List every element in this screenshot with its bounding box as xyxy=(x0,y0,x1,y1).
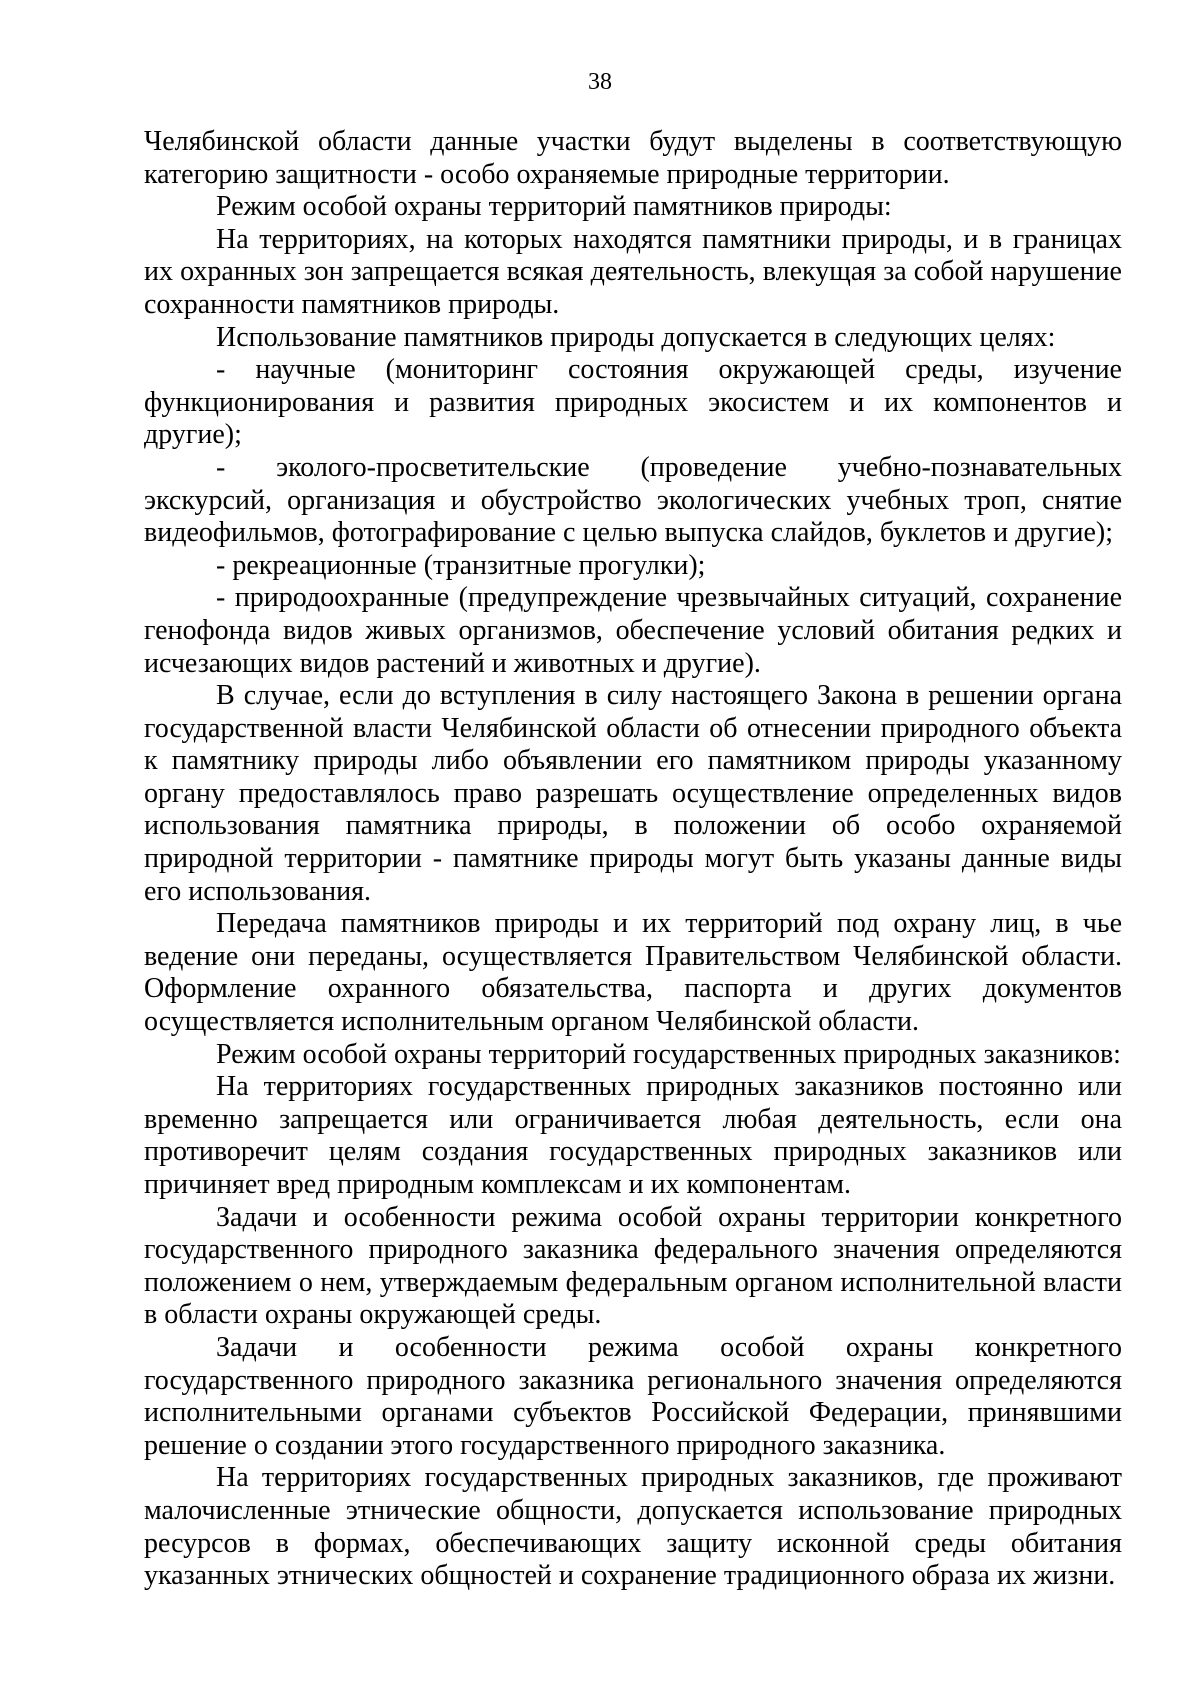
list-item-environmental-protection: - природоохранные (предупреждение чрезвычайных ситуаций, сохранение генофонда видов живых организмов, обеспечение условий обитания редких и исчезающих видов растений и животных и другие). xyxy=(144,582,1122,679)
paragraph-prior-decisions: В случае, если до вступления в силу настоящего Закона в решении органа государственной власти Челябинской области об отнесении природного объекта к памятнику природы либо объявлении его памятником природы указанному органу предоставлялось право разрешать осуществление определенных видов использования памятника природы, в положении об особо охраняемой природной территории - памятнике природы могут быть указаны данные виды его использования. xyxy=(144,680,1122,907)
list-item-ecological-educational: - эколого-просветительские (проведение учебно-познавательных экскурсий, организация и обустройство экологических учебных троп, снятие видеофильмов, фотографирование с целью выпуска слайдов, буклетов и другие); xyxy=(144,451,1122,549)
paragraph-reserves-regime-heading: Режим особой охраны территорий государственных природных заказников: xyxy=(216,1038,1121,1070)
paragraph-usage-purposes-intro: Использование памятников природы допускается в следующих целях: xyxy=(216,321,1056,353)
paragraph-federal-reserve-tasks: Задачи и особенности режима особой охраны территории конкретного государственного природного заказника федерального значения определяются положением о нем, утверждаемым федеральным органом исполнительной власти в области охраны окружающей среды. xyxy=(144,1201,1122,1331)
paragraph-activity-prohibition: На территориях, на которых находятся памятники природы, и в границах их охранных зон запрещается всякая деятельность, влекущая за собой нарушение сохранности памятников природы. xyxy=(144,223,1122,320)
page-number: 38 xyxy=(588,69,612,95)
paragraph-continuation: Челябинской области данные участки будут выделены в соответствующую категорию защитности - особо охраняемые природные территории. xyxy=(144,126,1122,190)
paragraph-regional-reserve-tasks: Задачи и особенности режима особой охраны конкретного государственного природного заказника регионального значения определяются исполнительными органами субъектов Российской Федерации, принявшими решение о создании этого государственного природного заказника. xyxy=(144,1331,1122,1461)
paragraph-reserves-prohibition: На территориях государственных природных заказников постоянно или временно запрещается или ограничивается любая деятельность, если она противоречит целям создания государственных природных заказников или причиняет вред природным комплексам и их компонентам. xyxy=(144,1071,1122,1200)
document-body xyxy=(144,126,1122,1593)
list-item-recreational: - рекреационные (транзитные прогулки); xyxy=(216,549,706,581)
paragraph-transfer-under-protection: Передача памятников природы и их территорий под охрану лиц, в чье ведение они переданы, осуществляется Правительством Челябинской области. Оформление охранного обязательства, паспорта и других документов осуществляется исполнительным органом Челябинской области. xyxy=(144,908,1122,1038)
paragraph-ethnic-communities: На территориях государственных природных заказников, где проживают малочисленные этнические общности, допускается использование природных ресурсов в формах, обеспечивающих защиту исконной среды обитания указанных этнических общностей и сохранение традиционного образа их жизни. xyxy=(144,1462,1122,1592)
paragraph-natural-monuments-regime-heading: Режим особой охраны территорий памятников природы: xyxy=(216,191,892,223)
list-item-scientific: - научные (мониторинг состояния окружающей среды, изучение функционирования и развития природных экосистем и их компонентов и другие); xyxy=(144,354,1122,451)
